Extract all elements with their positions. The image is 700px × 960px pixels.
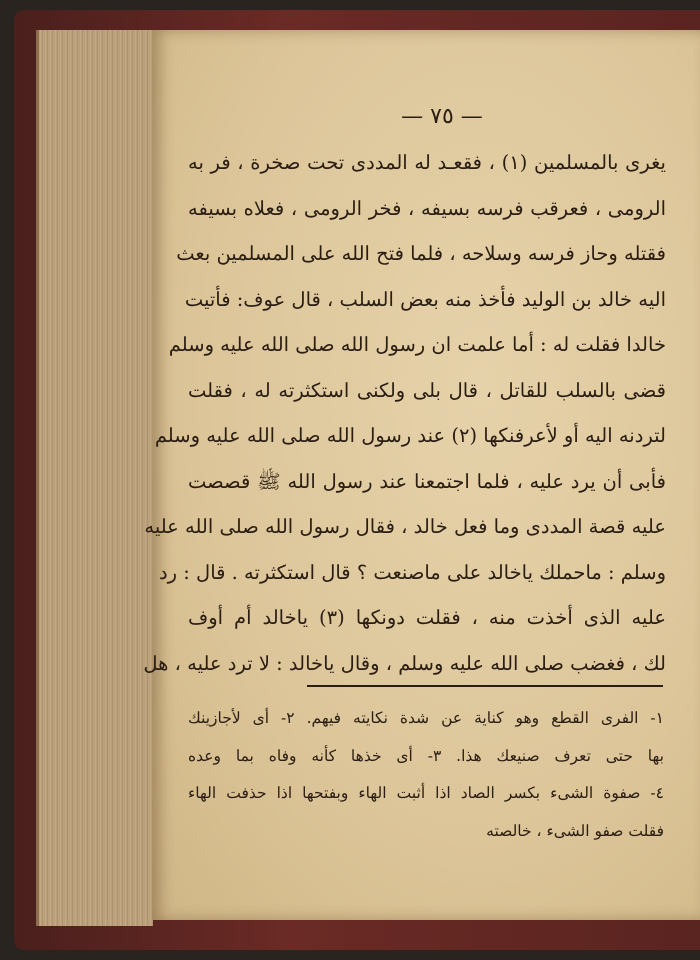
page-number: — ٧٥ —: [401, 104, 483, 129]
text-line: قضى بالسلب للقاتل ، قال بلى ولكنى استكثرته له ، فقلت: [188, 378, 666, 402]
text-line: لك ، فغضب صلى الله عليه وسلم ، وقال ياخالد : لا ترد عليه ، هل: [143, 651, 666, 675]
book-page: [143, 30, 700, 920]
text-line: اليه خالد بن الوليد فأخذ منه بعض السلب ، قال عوف: فأتيت: [184, 287, 666, 311]
body-text: [143, 140, 666, 686]
text-line: خالدا فقلت له : أما علمت ان رسول الله صلى الله عليه وسلم: [168, 333, 666, 356]
footnote-line: ٤- صفوة الشىء بكسر الصاد اذا أثبت الهاء وبفتحها اذا حذفت الهاء: [188, 784, 664, 802]
text-line: الرومى ، فعرقب فرسه بسيفه ، فخر الرومى ، فعلاه بسيفه: [188, 196, 666, 220]
text-line: فقتله وحاز فرسه وسلاحه ، فلما فتح الله على المسلمين بعث: [176, 242, 666, 265]
text-line: فأبى أن يرد عليه ، فلما اجتمعنا عند رسول الله ﷺ قصصت: [188, 469, 666, 493]
text-line: يغرى بالمسلمين (١) ، فقعـد له المددى تحت صخرة ، فر به: [188, 151, 666, 174]
footnote-line: ١- الفرى القطع وهو كناية عن شدة نكايته فيهم. ٢- أى لأجازينك: [188, 709, 664, 727]
footnote-divider: [307, 685, 663, 687]
footnotes: [188, 700, 664, 850]
text-line: وسلم : ماحملك ياخالد على ماصنعت ؟ قال استكثرته . قال : رد: [158, 560, 666, 584]
footnote-line: فقلت صفو الشىء ، خالصته: [486, 821, 664, 840]
footnote-line: بها حتى تعرف صنيعك هذا. ٣- أى خذها كأنه وفاه بما وعده: [188, 746, 664, 765]
text-line: عليه الذى أخذت منه ، فقلت دونكها (٣) ياخالد أم أوف: [188, 606, 666, 629]
text-line: لتردنه اليه أو لأعرفنكها (٢) عند رسول الله صلى الله عليه وسلم: [154, 424, 666, 447]
page-edges: [36, 30, 153, 926]
text-line: عليه قصة المددى وما فعل خالد ، فقال رسول الله صلى الله عليه: [144, 515, 666, 538]
